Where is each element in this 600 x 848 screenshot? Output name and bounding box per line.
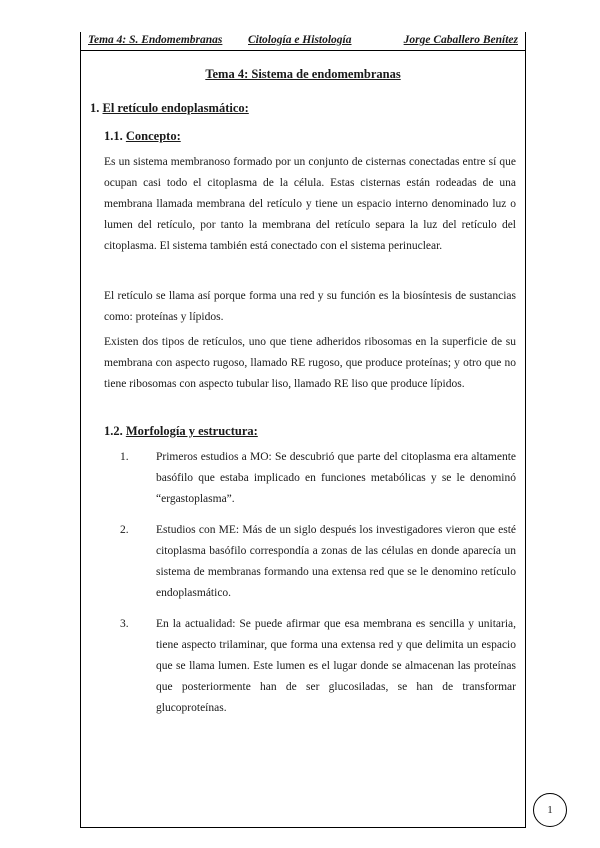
document-title: Tema 4: Sistema de endomembranas [205, 67, 401, 81]
header-author: Jorge Caballero Benítez [403, 34, 518, 46]
section-1-1-number: 1.1. [104, 129, 123, 143]
list-item [120, 614, 516, 719]
section-1-number: 1. [90, 101, 100, 115]
paragraph-function: El retículo se llama así porque forma una red y su función es la biosíntesis de sustancias como: proteínas y lípidos. [104, 290, 516, 323]
section-1-2-number: 1.2. [104, 424, 123, 438]
page-number: 1 [533, 793, 567, 827]
section-1-heading [90, 101, 249, 116]
list-item [120, 447, 516, 510]
morphology-list [120, 447, 516, 729]
section-1-2-heading [104, 424, 258, 439]
list-item-text: Estudios con ME: Más de un siglo después los investigadores vieron que esté citoplasma basófilo correspondía a zonas de las células en donde aparecía un sistema de membranas formando una extensa red que se le denomino retículo endoplasmático. [156, 524, 516, 599]
page-header [80, 32, 526, 51]
paragraph-concept: Es un sistema membranoso formado por un conjunto de cisternas conectadas entre sí que ocupan casi todo el citoplasma de la célula. Estas cisternas están rodeadas de una membrana llamada membrana del retículo y tiene un espacio interno denominado luz o lumen del retículo, por tanto la membrana del retículo separa la luz del retículo del citoplasma. El sistema también está conectado con el sistema perinuclear. [104, 156, 516, 252]
header-subject: Citología e Histología [248, 34, 352, 46]
list-item-number: 2. [120, 524, 129, 536]
list-item-number: 1. [120, 451, 129, 463]
list-item-text: En la actualidad: Se puede afirmar que esa membrana es sencilla y unitaria, tiene aspecto trilaminar, que forma una extensa red y que delimita un espacio que se llama lumen. Este lumen es el lugar donde se almacenan las proteínas que posteriormente han de ser glucosiladas, se han de transformar glucoproteínas. [156, 618, 516, 714]
list-item [120, 520, 516, 604]
header-topic: Tema 4: S. Endomembranas [88, 34, 223, 46]
section-1-1-heading [104, 129, 181, 144]
list-item-text: Primeros estudios a MO: Se descubrió que parte del citoplasma era altamente basófilo que estaba implicado en funciones metabólicas y se le denominó “ergastoplasma”. [156, 451, 516, 505]
section-1-2-title: Morfología y estructura: [125, 424, 258, 438]
paragraph-types: Existen dos tipos de retículos, uno que tiene adheridos ribosomas en la superficie de su membrana con aspecto rugoso, llamado RE rugoso, que produce proteínas; y otro que no tiene ribosomas con aspecto tubular liso, llamado RE liso que produce lípidos. [104, 336, 516, 390]
section-1-1-title: Concepto: [125, 129, 181, 143]
section-1-title: El retículo endoplasmático: [102, 101, 249, 115]
list-item-number: 3. [120, 618, 129, 630]
